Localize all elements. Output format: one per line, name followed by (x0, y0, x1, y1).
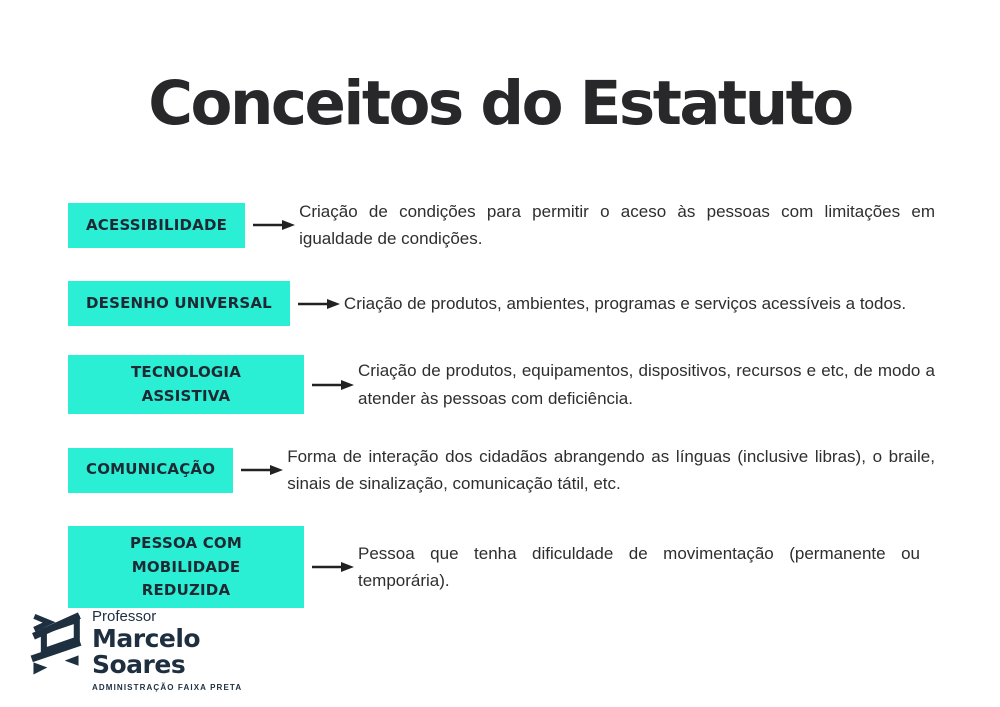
page-title: Conceitos do Estatuto (148, 68, 852, 139)
logo-name-line2: Soares (92, 650, 186, 679)
logo-name-line1: Marcelo (92, 624, 201, 653)
black-belt-knot-logo-icon (30, 606, 82, 684)
definition-text: Pessoa que tenha dificuldade de movimentação (permanente ou temporária). (358, 543, 920, 591)
concept-row (68, 281, 935, 326)
arrow-right-icon (312, 378, 354, 392)
term-label: TECNOLOGIA ASSISTIVA (130, 363, 242, 405)
concept-row (68, 198, 935, 252)
term-label: ACESSIBILIDADE (86, 215, 228, 234)
logo (30, 606, 242, 692)
arrow-right-icon (253, 218, 295, 232)
concept-row (68, 355, 935, 414)
definition-text: Criação de produtos, equipamentos, dispositivos, recursos e etc, de modo a atender às pessoas com deficiência. (358, 361, 935, 408)
definition-text: Criação de condições para permitir o aceso às pessoas com limitações em igualdade de condições. (299, 202, 935, 249)
logo-text (92, 606, 242, 692)
term-box-tecnologia-assistiva (68, 355, 304, 414)
term-box-comunicacao (68, 448, 233, 493)
term-label: DESENHO UNIVERSAL (86, 294, 272, 313)
term-label: PESSOA COM MOBILIDADE REDUZIDA (129, 534, 243, 599)
arrow-right-icon (241, 463, 283, 477)
arrow-right-icon (312, 560, 354, 574)
term-box-desenho-universal (68, 281, 290, 326)
concept-row (68, 526, 935, 608)
logo-subtitle: ADMINISTRAÇÃO FAIXA PRETA (92, 683, 243, 692)
term-box-acessibilidade (68, 203, 245, 248)
concept-row (68, 443, 935, 497)
logo-pretitle: Professor (92, 608, 157, 625)
definition-text: Forma de interação dos cidadãos abrangendo as línguas (inclusive libras), o braile, sinais de sinalização, comunicação tátil, etc. (287, 446, 935, 494)
term-label: COMUNICAÇÃO (86, 460, 216, 479)
concept-list (68, 198, 935, 637)
definition-text: Criação de produtos, ambientes, programas e serviços acessíveis a todos. (343, 294, 907, 314)
term-box-pessoa-com-mobilidade-reduzida (68, 526, 304, 608)
arrow-right-icon (298, 297, 340, 311)
